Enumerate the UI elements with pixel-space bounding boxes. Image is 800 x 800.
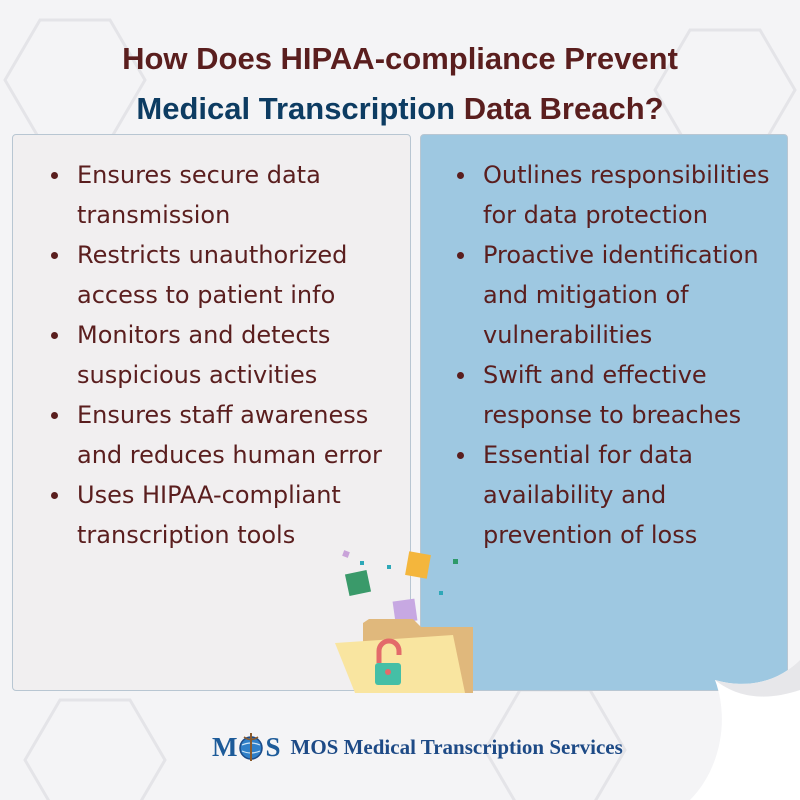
list-item: Uses HIPAA-compliant transcription tools: [51, 475, 401, 555]
globe-caduceus-icon: [238, 732, 264, 762]
brand-name: MOS Medical Transcription Services: [290, 734, 623, 759]
logo-letter-m: M: [212, 731, 238, 762]
logo-letter-s: S: [265, 731, 281, 762]
logo-mark: [212, 732, 281, 763]
open-padlock-folder-icon: [325, 545, 485, 695]
right-list: [457, 155, 787, 555]
list-item: Outlines responsibilities for data protection: [457, 155, 787, 235]
list-item: Restricts unauthorized access to patient info: [51, 235, 401, 315]
title-line-2: [0, 84, 800, 134]
list-item: Swift and effective response to breaches: [457, 355, 787, 435]
page-title: [0, 34, 800, 134]
list-item: Monitors and detects suspicious activities: [51, 315, 401, 395]
page-curl: [690, 660, 800, 800]
list-item: Essential for data availability and prevention of loss: [457, 435, 787, 555]
list-item: Ensures secure data transmission: [51, 155, 401, 235]
title-accent: Medical Transcription: [136, 91, 456, 126]
footer-logo: [212, 725, 623, 769]
list-item: Proactive identification and mitigation of vulnerabilities: [457, 235, 787, 355]
title-rest: Data Breach?: [463, 91, 664, 126]
list-item: Ensures staff awareness and reduces human error: [51, 395, 401, 475]
left-list: [51, 155, 401, 555]
title-line-1: How Does HIPAA-compliance Prevent: [122, 41, 678, 76]
